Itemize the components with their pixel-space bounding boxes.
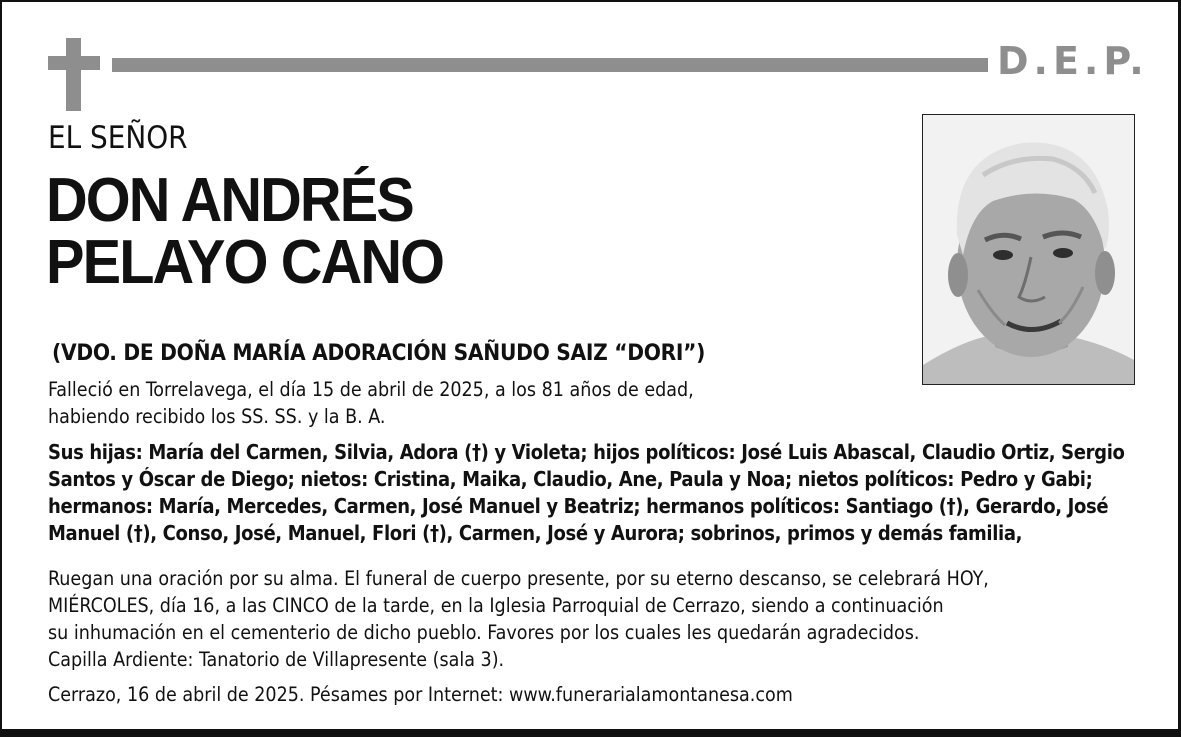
death-notice-line: Falleció en Torrelavega, el día 15 de abril de 2025, a los 81 años de edad, <box>48 378 694 401</box>
death-notice-paragraph <box>48 376 694 430</box>
cross-icon <box>48 38 100 111</box>
bottom-border <box>2 729 1178 737</box>
ceremony-paragraph <box>48 565 989 673</box>
family-paragraph <box>48 439 1125 547</box>
ceremony-line: MIÉRCOLES, día 16, a las CINCO de la tarde, en la Iglesia Parroquial de Cerrazo, siendo a continuación <box>48 594 944 617</box>
widower-of-line: (VDO. DE DOÑA MARÍA ADORACIÓN SAÑUDO SAIZ “DORI”) <box>52 340 706 366</box>
footer-line: Cerrazo, 16 de abril de 2025. Pésames por Internet: www.funerarialamontanesa.com <box>48 683 793 706</box>
header-divider <box>112 58 988 72</box>
family-line: Santos y Óscar de Diego; nietos: Cristina, Maika, Claudio, Ane, Paula y Noa; nietos políticos: Pedro y Gabi; <box>48 467 1093 491</box>
family-line: Manuel (†), Conso, José, Manuel, Flori (†), Carmen, José y Aurora; sobrinos, primos y demás familia, <box>48 521 1023 545</box>
death-notice-line: habiendo recibido los SS. SS. y la B. A. <box>48 405 386 428</box>
family-line: hermanos: María, Mercedes, Carmen, José Manuel y Beatriz; hermanos políticos: Santiago (†), Gerardo, José <box>48 494 1109 518</box>
deceased-photo <box>922 114 1135 385</box>
deceased-name-line-1: DON ANDRÉS <box>46 166 413 235</box>
ceremony-line: Capilla Ardiente: Tanatorio de Villapresente (sala 3). <box>48 648 505 671</box>
deceased-name <box>46 166 444 297</box>
deceased-name-line-2: PELAYO CANO <box>46 228 444 297</box>
ceremony-line: su inhumación en el cementerio de dicho pueblo. Favores por los cuales les quedarán agradecidos. <box>48 621 920 644</box>
honorific-prefix: EL SEÑOR <box>48 120 188 156</box>
family-line: Sus hijas: María del Carmen, Silvia, Adora (†) y Violeta; hijos políticos: José Luis Abascal, Claudio Ortiz, Sergio <box>48 440 1125 464</box>
dep-label: D.E.P. <box>997 39 1149 83</box>
ceremony-line: Ruegan una oración por su alma. El funeral de cuerpo presente, por su eterno descanso, se celebrará HOY, <box>48 567 989 590</box>
